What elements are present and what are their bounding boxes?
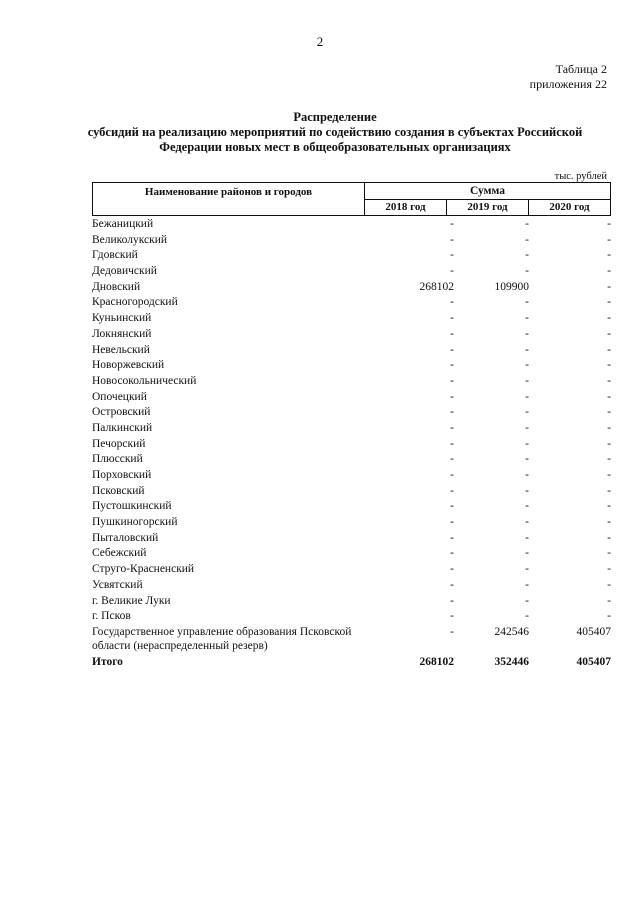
value-2019: 109900: [494, 280, 529, 293]
value-2018: 268102: [419, 655, 454, 668]
table-row: [92, 343, 611, 359]
value-2020: -: [607, 374, 611, 387]
row-name: Гдовский: [92, 249, 138, 262]
value-2020: -: [607, 610, 611, 623]
table-row: [92, 515, 611, 531]
table-row: [92, 578, 611, 594]
table-row: [92, 546, 611, 562]
value-2020: -: [607, 343, 611, 356]
table-reference: [530, 62, 607, 92]
table-row: [92, 264, 611, 280]
table-row: [92, 374, 611, 390]
row-name: г. Великие Луки: [92, 594, 171, 607]
row-name: Плюсский: [92, 453, 143, 466]
table-label: Таблица 2: [555, 62, 607, 76]
value-2020: -: [607, 500, 611, 513]
row-name: Струго-Красненский: [92, 563, 195, 576]
row-name: г. Псков: [92, 610, 131, 623]
value-2019: -: [525, 233, 529, 246]
title-line-3: Федерации новых мест в общеобразовательных организациях: [159, 140, 511, 154]
table-row: [92, 327, 611, 343]
value-2018: -: [450, 531, 454, 544]
appendix-label: приложения 22: [529, 77, 607, 91]
value-2020: -: [607, 484, 611, 497]
value-2020: -: [607, 218, 611, 230]
value-2018: -: [450, 249, 454, 262]
table-row: [92, 217, 611, 233]
value-2020: -: [607, 249, 611, 262]
table-row: [92, 452, 611, 468]
value-2018: -: [450, 218, 454, 230]
value-2018: -: [450, 516, 454, 529]
value-2019: -: [525, 343, 529, 356]
table-row: [92, 609, 611, 625]
value-2020: -: [607, 265, 611, 278]
value-2020: -: [607, 453, 611, 466]
value-2020: -: [607, 437, 611, 450]
table-row: [92, 280, 611, 296]
value-2020: -: [607, 547, 611, 560]
table-row: [92, 390, 611, 406]
value-2019: -: [525, 296, 529, 309]
value-2019: -: [525, 610, 529, 623]
value-2019: -: [525, 421, 529, 434]
row-name: Итого: [92, 655, 123, 668]
value-2020: -: [607, 296, 611, 309]
row-name: Палкинский: [92, 421, 153, 434]
value-2020: -: [607, 359, 611, 372]
value-2018: -: [450, 374, 454, 387]
value-2018: 268102: [419, 280, 454, 293]
header-year-2020: 2020 год: [549, 201, 590, 213]
row-name: Бежаницкий: [92, 218, 154, 230]
value-2018: -: [450, 312, 454, 325]
value-2019: -: [525, 437, 529, 450]
table-row: [92, 594, 611, 610]
value-2019: -: [525, 374, 529, 387]
row-name: Куньинский: [92, 312, 152, 325]
table-row: [92, 468, 611, 484]
table-row: [92, 421, 611, 437]
value-2019: -: [525, 516, 529, 529]
value-2018: -: [450, 390, 454, 403]
table-row: [92, 531, 611, 547]
value-2019: -: [525, 469, 529, 481]
table-row: [92, 311, 611, 327]
table-row: [92, 295, 611, 311]
value-2020: -: [607, 312, 611, 325]
page-number: 2: [316, 34, 324, 49]
value-2018: -: [450, 547, 454, 560]
value-2020: -: [607, 531, 611, 544]
row-name: Опочецкий: [92, 390, 147, 403]
row-name: Островский: [92, 406, 151, 419]
row-name: Красногородский: [92, 296, 178, 309]
table-row: [92, 625, 611, 655]
table-body: [92, 217, 611, 671]
value-2019: -: [525, 531, 529, 544]
value-2019: -: [525, 312, 529, 325]
row-name: Великолукский: [92, 233, 168, 246]
value-2020: 405407: [576, 655, 611, 668]
row-name: Локнянский: [92, 327, 152, 340]
header-sum: Сумма: [365, 183, 610, 200]
value-2020: -: [607, 516, 611, 529]
value-2018: -: [450, 563, 454, 576]
value-2018: -: [450, 594, 454, 607]
value-2018: -: [450, 610, 454, 623]
value-2020: -: [607, 280, 611, 293]
value-2019: -: [525, 249, 529, 262]
value-2018: -: [450, 233, 454, 246]
row-name: Усвятский: [92, 578, 143, 591]
value-2018: -: [450, 625, 454, 638]
document-title: [70, 110, 600, 155]
total-row: [92, 655, 611, 671]
value-2018: -: [450, 265, 454, 278]
value-2020: -: [607, 421, 611, 434]
value-2018: -: [450, 437, 454, 450]
value-2019: -: [525, 327, 529, 340]
value-2020: 405407: [576, 625, 611, 638]
table-row: [92, 248, 611, 264]
value-2019: -: [525, 218, 529, 230]
value-2018: -: [450, 578, 454, 591]
row-name: Невельский: [92, 343, 150, 356]
value-2018: -: [450, 469, 454, 481]
value-2019: 242546: [494, 625, 529, 638]
value-2020: -: [607, 563, 611, 576]
row-name: Государственное управление образования Псковской области (нераспределенный резерв): [92, 625, 352, 652]
row-name: Дедовичский: [92, 265, 157, 278]
value-2020: -: [607, 327, 611, 340]
value-2019: -: [525, 390, 529, 403]
value-2019: -: [525, 500, 529, 513]
value-2018: -: [450, 359, 454, 372]
row-name: Пыталовский: [92, 531, 159, 544]
row-name: Новосокольнический: [92, 374, 197, 387]
row-name: Себежский: [92, 547, 147, 560]
title-line-1: Распределение: [293, 110, 377, 124]
value-2018: -: [450, 406, 454, 419]
value-2018: -: [450, 500, 454, 513]
value-2018: -: [450, 453, 454, 466]
row-name: Порховский: [92, 469, 152, 481]
value-2019: -: [525, 563, 529, 576]
table-row: [92, 233, 611, 249]
value-2019: -: [525, 594, 529, 607]
row-name: Пушкиногорский: [92, 516, 178, 529]
row-name: Новоржевский: [92, 359, 165, 372]
value-2020: -: [607, 578, 611, 591]
header-year-2018: 2018 год: [365, 200, 447, 215]
value-2018: -: [450, 421, 454, 434]
table-row: [92, 562, 611, 578]
value-2018: -: [450, 343, 454, 356]
value-2019: 352446: [494, 655, 529, 668]
value-2020: -: [607, 233, 611, 246]
row-name: Печорский: [92, 437, 146, 450]
row-name: Пустошкинский: [92, 500, 172, 513]
row-name: Дновский: [92, 280, 141, 293]
value-2019: -: [525, 484, 529, 497]
value-2020: -: [607, 594, 611, 607]
value-2020: -: [607, 390, 611, 403]
row-name: Псковский: [92, 484, 145, 497]
value-2020: -: [607, 406, 611, 419]
header-year-2019: 2019 год: [447, 200, 529, 215]
title-line-2: субсидий на реализацию мероприятий по содействию создания в субъектах Российской: [87, 125, 583, 139]
value-2019: -: [525, 359, 529, 372]
table-header: [92, 182, 611, 216]
value-2019: -: [525, 453, 529, 466]
value-2018: -: [450, 327, 454, 340]
value-2018: -: [450, 484, 454, 497]
table-row: [92, 499, 611, 515]
header-name-column: Наименование районов и городов: [93, 183, 365, 215]
value-2019: -: [525, 578, 529, 591]
table-row: [92, 484, 611, 500]
value-2019: -: [525, 547, 529, 560]
value-2018: -: [450, 296, 454, 309]
table-row: [92, 437, 611, 453]
table-row: [92, 358, 611, 374]
value-2020: -: [607, 469, 611, 481]
units-label: тыс. рублей: [554, 171, 607, 182]
table-row: [92, 405, 611, 421]
value-2019: -: [525, 265, 529, 278]
value-2019: -: [525, 406, 529, 419]
